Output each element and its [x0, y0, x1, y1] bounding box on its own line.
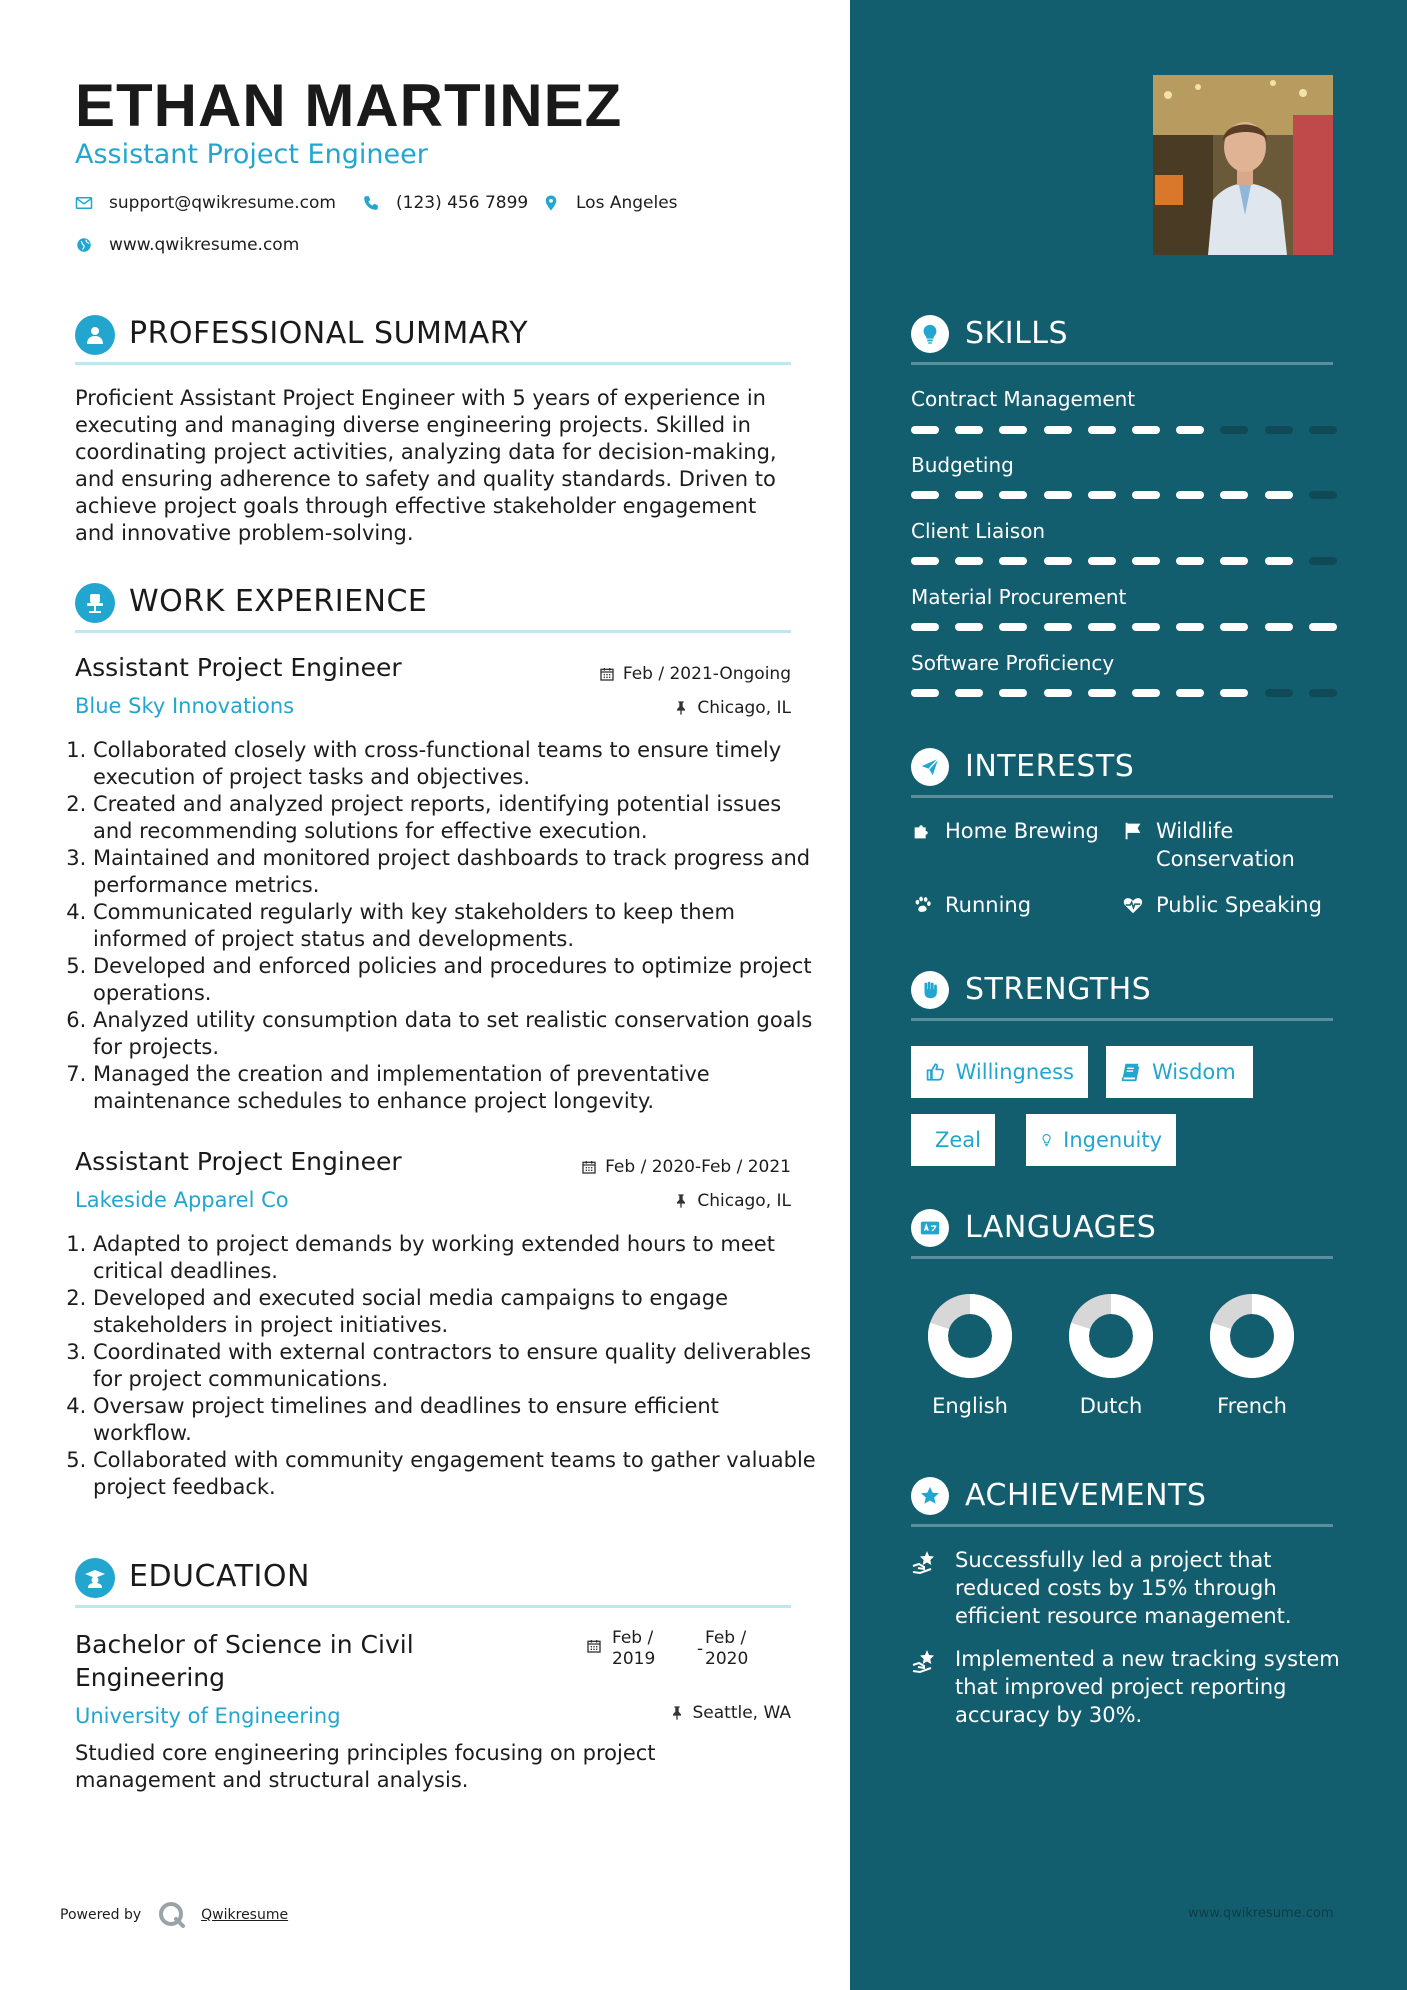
skill-dot-filled: [911, 557, 939, 565]
skill-dot-filled: [1220, 623, 1248, 631]
job-company: Blue Sky Innovations: [75, 694, 295, 718]
skill-dot-filled: [1220, 689, 1248, 697]
skill-dot-filled: [999, 557, 1027, 565]
skill-dot-filled: [1176, 491, 1204, 499]
strength-label: Wisdom: [1152, 1060, 1236, 1084]
language-donut: [1069, 1294, 1153, 1378]
skill-dot-filled: [999, 689, 1027, 697]
interest-item: [1122, 891, 1342, 919]
thumbtack-icon: [673, 700, 689, 716]
email-contact[interactable]: [75, 193, 336, 213]
skill-dot-filled: [1044, 557, 1072, 565]
paw-icon: [911, 894, 933, 916]
skill-dot-filled: [1265, 623, 1293, 631]
languages-heading-text: LANGUAGES: [965, 1210, 1157, 1245]
candidate-title: Assistant Project Engineer: [75, 139, 428, 170]
skill-dot-filled: [955, 689, 983, 697]
email-text: support@qwikresume.com: [109, 193, 336, 213]
skill-label: Software Proficiency: [911, 651, 1115, 675]
job-company: Lakeside Apparel Co: [75, 1188, 289, 1212]
summary-heading-text: PROFESSIONAL SUMMARY: [129, 316, 529, 351]
lightbulb-icon: [1040, 1129, 1053, 1151]
list-item: 7. Managed the creation and implementation of preventative maintenance schedules to enhance project longevity.: [93, 1061, 823, 1115]
star-hand-icon: [911, 1548, 939, 1576]
interests-heading: [911, 745, 1333, 798]
education-end-month: Feb /: [705, 1628, 747, 1648]
profile-photo: [1153, 75, 1333, 255]
date-separator: -: [697, 1639, 704, 1659]
list-item: 1. Collaborated closely with cross-functional teams to ensure timely execution of project tasks and objectives.: [93, 737, 823, 791]
skill-bar: [911, 491, 1333, 499]
summary-heading: [75, 312, 791, 365]
strengths-heading-text: STRENGTHS: [965, 972, 1152, 1007]
education-heading-text: EDUCATION: [129, 1559, 310, 1594]
skill-dot-filled: [1132, 689, 1160, 697]
skill-dot-filled: [999, 491, 1027, 499]
skill-dot-empty: [1265, 426, 1293, 434]
education-end-text: [705, 1628, 748, 1670]
education-start-date: [586, 1638, 610, 1654]
job-bullets: [66, 1231, 823, 1501]
interest-item: [1122, 817, 1342, 873]
skill-bar: [911, 557, 1333, 565]
list-item: 2. Developed and executed social media campaigns to engage stakeholders in project initiatives.: [93, 1285, 823, 1339]
strength-label: Willingness: [955, 1060, 1074, 1084]
job-role: Assistant Project Engineer: [75, 653, 402, 682]
job-location: [673, 1190, 791, 1212]
skill-dot-filled: [1088, 623, 1116, 631]
user-icon: [75, 315, 115, 355]
skill-dot-filled: [1132, 491, 1160, 499]
interest-label: Wildlife Conservation: [1156, 819, 1295, 871]
education-location-text: Seattle, WA: [692, 1703, 791, 1723]
language-item: [1051, 1294, 1171, 1420]
skill-dot-filled: [1044, 491, 1072, 499]
raised-fist-icon: [911, 971, 949, 1009]
summary-text: Proficient Assistant Project Engineer with 5 years of experience in executing and managing diverse engineering projects. Skilled in coordinating project activities, analyzing data for decision-making, and ensuring adherence to safety and quality standards. Driven to achieve project goals through effective stakeholder engagement and innovative problem-solving.: [75, 386, 777, 545]
achievements-heading: [911, 1474, 1333, 1527]
skill-dot-filled: [911, 689, 939, 697]
skill-dot-filled: [955, 426, 983, 434]
skill-dot-empty: [1265, 689, 1293, 697]
language-donut: [1210, 1294, 1294, 1378]
achievement-item: [911, 1546, 1341, 1630]
skill-dot-filled: [1176, 689, 1204, 697]
heartbeat-icon: [1122, 894, 1144, 916]
skill-label: Contract Management: [911, 387, 1136, 411]
phone-icon: [362, 194, 380, 212]
experience-heading: [75, 580, 791, 633]
calendar-icon: [586, 1638, 602, 1654]
star-badge-icon: [911, 1477, 949, 1515]
calendar-icon: [599, 666, 615, 682]
degree-line-2: Engineering: [75, 1663, 225, 1692]
job-dates: [581, 1156, 791, 1178]
qwikresume-link[interactable]: Qwikresume: [201, 1907, 289, 1923]
achievement-text: Implemented a new tracking system that improved project reporting accuracy by 30%.: [955, 1647, 1340, 1727]
website-contact[interactable]: [75, 235, 299, 255]
powered-by: [60, 1900, 288, 1930]
skill-label: Client Liaison: [911, 519, 1046, 543]
skill-dot-filled: [999, 426, 1027, 434]
strength-badge: [911, 1114, 995, 1166]
interest-label: Home Brewing: [945, 819, 1099, 843]
qwikresume-logo-icon: [157, 1900, 187, 1930]
calendar-icon: [581, 1159, 597, 1175]
degree-line-1: Bachelor of Science in Civil: [75, 1630, 414, 1659]
skill-dot-filled: [1132, 623, 1160, 631]
skill-dot-filled: [1088, 491, 1116, 499]
list-item: 5. Collaborated with community engagement teams to gather valuable project feedback.: [93, 1447, 823, 1501]
education-location: [669, 1702, 792, 1724]
school-name: University of Engineering: [75, 1704, 341, 1728]
list-item: 4. Oversaw project timelines and deadlines to ensure efficient workflow.: [93, 1393, 823, 1447]
achievements-heading-text: ACHIEVEMENTS: [965, 1478, 1207, 1513]
language-item: [1192, 1294, 1312, 1420]
flag-icon: [1122, 820, 1144, 842]
location-contact: [542, 193, 678, 213]
skill-bar: [911, 623, 1333, 631]
footer-website[interactable]: www.qwikresume.com: [1188, 1906, 1334, 1921]
skill-dot-filled: [1088, 689, 1116, 697]
candidate-name: ETHAN MARTINEZ: [75, 72, 623, 139]
list-item: 3. Coordinated with external contractors to ensure quality deliverables for project communications.: [93, 1339, 823, 1393]
lightbulb-icon: [911, 315, 949, 353]
language-label: English: [932, 1394, 1008, 1418]
achievement-item: [911, 1645, 1341, 1729]
powered-by-text: Powered by: [60, 1907, 142, 1923]
skill-dot-filled: [911, 491, 939, 499]
interest-label: Running: [945, 893, 1032, 917]
strength-label: Ingenuity: [1063, 1128, 1162, 1152]
job-location-text: Chicago, IL: [697, 1191, 791, 1211]
interests-heading-text: INTERESTS: [965, 749, 1135, 784]
book-icon: [1120, 1061, 1142, 1083]
job-dates-text: Feb / 2020-Feb / 2021: [605, 1157, 791, 1177]
experience-heading-text: WORK EXPERIENCE: [129, 584, 428, 619]
star-hand-icon: [911, 1647, 939, 1675]
list-item: 1. Adapted to project demands by working extended hours to meet critical deadlines.: [93, 1231, 823, 1285]
envelope-icon: [75, 194, 93, 212]
skill-dot-filled: [911, 623, 939, 631]
list-item: 4. Communicated regularly with key stakeholders to keep them informed of project status and developments.: [93, 899, 823, 953]
skill-dot-filled: [1176, 623, 1204, 631]
education-heading: [75, 1555, 791, 1608]
strength-badge: [1026, 1114, 1176, 1166]
thumbtack-icon: [669, 1705, 685, 1721]
skill-dot-filled: [1220, 557, 1248, 565]
skill-dot-filled: [955, 557, 983, 565]
thumbtack-icon: [673, 1193, 689, 1209]
skill-bar: [911, 426, 1333, 434]
office-chair-icon: [75, 583, 115, 623]
skill-dot-filled: [1132, 557, 1160, 565]
list-item: 6. Analyzed utility consumption data to set realistic conservation goals for projects.: [93, 1007, 823, 1061]
strength-badge: [1106, 1046, 1253, 1098]
skill-dot-filled: [911, 426, 939, 434]
language-donut: [928, 1294, 1012, 1378]
phone-text: (123) 456 7899: [396, 193, 529, 213]
education-start-year: 2019: [612, 1649, 656, 1669]
skill-dot-filled: [1132, 426, 1160, 434]
skills-heading: [911, 312, 1333, 365]
strength-label: Zeal: [935, 1128, 982, 1152]
skills-heading-text: SKILLS: [965, 316, 1069, 351]
skill-dot-filled: [1176, 426, 1204, 434]
job-role: Assistant Project Engineer: [75, 1147, 402, 1176]
globe-icon: [75, 236, 93, 254]
strengths-heading: [911, 968, 1333, 1021]
job-dates-text: Feb / 2021-Ongoing: [622, 664, 791, 684]
languages-heading: [911, 1206, 1333, 1259]
job-dates: [599, 663, 791, 685]
education-end-year: 2020: [705, 1649, 749, 1669]
paper-plane-icon: [911, 748, 949, 786]
skill-dot-filled: [1088, 557, 1116, 565]
job-bullets: [66, 737, 823, 1115]
interest-item: [911, 817, 1121, 845]
location-text: Los Angeles: [576, 193, 678, 213]
education-start-text: [612, 1628, 655, 1670]
skill-dot-filled: [1265, 557, 1293, 565]
skill-dot-filled: [999, 623, 1027, 631]
skill-dot-filled: [1176, 557, 1204, 565]
language-label: Dutch: [1079, 1394, 1143, 1418]
thumbs-up-icon: [925, 1061, 946, 1083]
skill-dot-filled: [1044, 623, 1072, 631]
graduate-icon: [75, 1558, 115, 1598]
skill-dot-empty: [1309, 689, 1337, 697]
education-description: Studied core engineering principles focusing on project management and structural analysis.: [75, 1741, 656, 1792]
skill-dot-empty: [1309, 426, 1337, 434]
skill-label: Budgeting: [911, 453, 1014, 477]
interest-item: [911, 891, 1121, 919]
skill-dot-filled: [1044, 426, 1072, 434]
interest-label: Public Speaking: [1156, 893, 1322, 917]
job-location: [673, 697, 791, 719]
language-item: [910, 1294, 1030, 1420]
skill-dot-filled: [1265, 491, 1293, 499]
map-pin-icon: [542, 194, 560, 212]
skill-dot-filled: [1044, 689, 1072, 697]
strength-badge: [911, 1046, 1088, 1098]
education-start-month: Feb /: [612, 1628, 654, 1648]
skill-dot-filled: [1088, 426, 1116, 434]
skill-dot-empty: [1220, 426, 1248, 434]
list-item: 5. Developed and enforced policies and procedures to optimize project operations.: [93, 953, 823, 1007]
achievement-text: Successfully led a project that reduced costs by 15% through efficient resource management.: [955, 1548, 1292, 1628]
phone-contact[interactable]: [362, 193, 528, 213]
skill-bar: [911, 689, 1333, 697]
list-item: 2. Created and analyzed project reports, identifying potential issues and recommending solutions for effective execution.: [93, 791, 823, 845]
skill-dot-filled: [1220, 491, 1248, 499]
list-item: 3. Maintained and monitored project dashboards to track progress and performance metrics.: [93, 845, 823, 899]
website-text: www.qwikresume.com: [109, 235, 300, 255]
job-location-text: Chicago, IL: [697, 698, 791, 718]
skill-dot-empty: [1309, 557, 1337, 565]
skill-label: Material Procurement: [911, 585, 1127, 609]
language-card-icon: [911, 1209, 949, 1247]
puzzle-icon: [911, 820, 933, 842]
skill-dot-empty: [1309, 491, 1337, 499]
language-label: French: [1217, 1394, 1287, 1418]
skill-dot-filled: [1309, 623, 1337, 631]
skill-dot-filled: [955, 491, 983, 499]
skill-dot-filled: [955, 623, 983, 631]
